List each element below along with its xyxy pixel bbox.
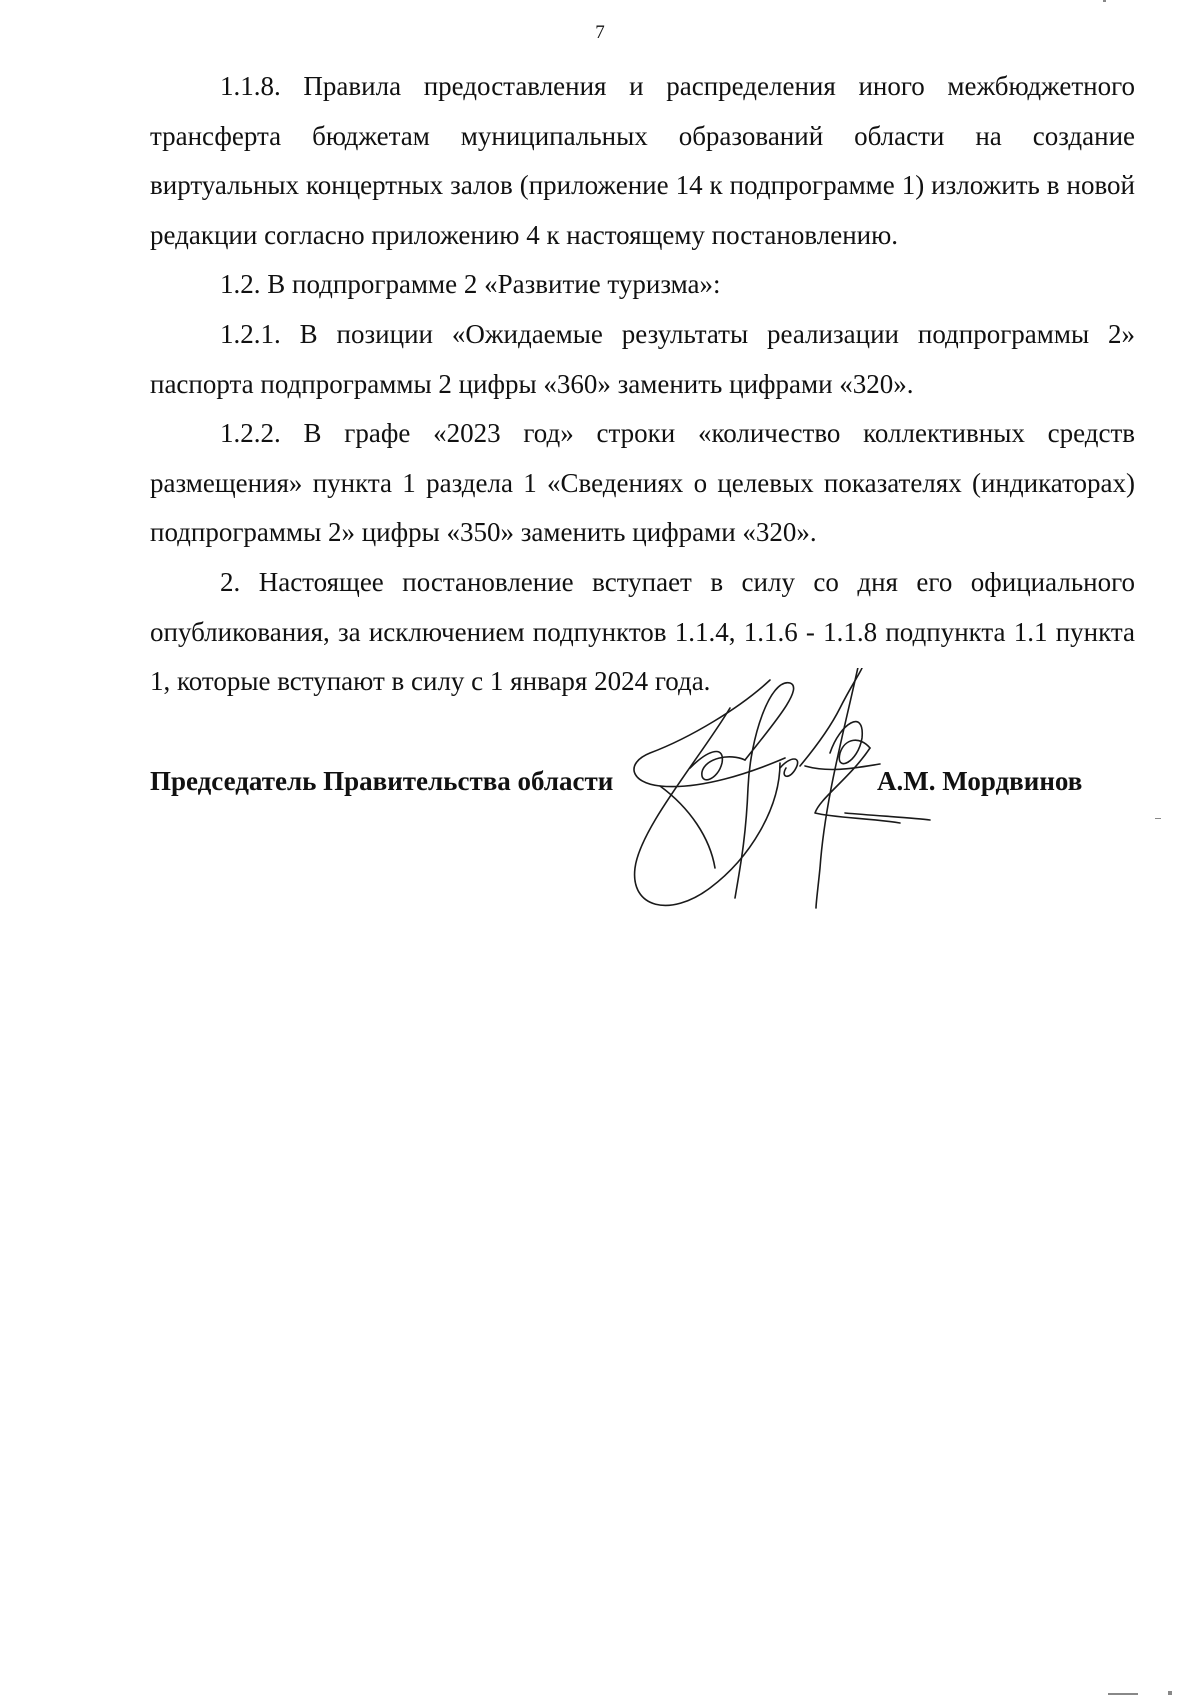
scan-mark-top-right [1103, 0, 1106, 2]
signatory-name: А.М. Мордвинов [877, 766, 1083, 796]
paragraph-1-2-1: 1.2.1. В позиции «Ожидаемые результаты реализации подпрограммы 2» паспорта подпрограммы 2 цифры «360» заменить цифрами «320». [150, 318, 1135, 399]
paragraph-2: 2. Настоящее постановление вступает в силу со дня его официального опубликования, за исключением подпунктов 1.1.4, 1.1.6 - 1.1.8 подпункта 1.1 пункта 1, которые вступают в силу с 1 января 2024 года. [150, 566, 1135, 697]
handwritten-signature [630, 668, 950, 928]
document-body [150, 62, 1135, 707]
paragraph-1-2: 1.2. В подпрограмме 2 «Развитие туризма»: [220, 269, 721, 300]
page-number: 7 [595, 22, 605, 43]
scan-mark-bottom-right [1108, 1693, 1138, 1695]
scan-mark-bottom-edge [1168, 1691, 1172, 1695]
paragraph-1-1-8: 1.1.8. Правила предоставления и распределения иного межбюджетного трансферта бюджетам муниципальных образований области на создание виртуальных концертных залов (приложение 14 к подпрограмме 1) изложить в новой редакции согласно приложению 4 к настоящему постановлению. [150, 71, 1135, 250]
signatory-position: Председатель Правительства области [150, 766, 614, 796]
paragraph-1-2-2: 1.2.2. В графе «2023 год» строки «количество коллективных средств размещения» пункта 1 раздела 1 «Сведениях о целевых показателях (индикаторах) подпрограммы 2» цифры «350» заменить цифрами «320». [150, 418, 1135, 548]
scan-mark-right-edge [1155, 818, 1161, 819]
